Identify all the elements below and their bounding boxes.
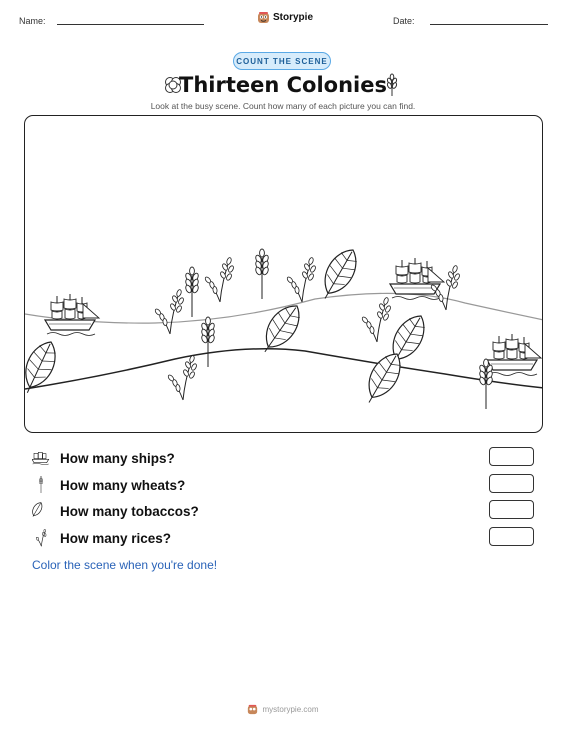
tobacco-leaf-icon[interactable] bbox=[25, 337, 63, 399]
rice-icon[interactable] bbox=[167, 355, 197, 400]
rice-icon[interactable] bbox=[430, 265, 460, 310]
date-field-line[interactable] bbox=[430, 24, 548, 25]
rice-icon[interactable] bbox=[204, 257, 234, 302]
wheat-icon[interactable] bbox=[201, 317, 216, 367]
name-field-line[interactable] bbox=[57, 24, 204, 25]
question-text: How many tobaccos? bbox=[60, 503, 199, 519]
ship-icon bbox=[32, 449, 50, 467]
brand-name: Storypie bbox=[273, 12, 314, 23]
question-text: How many ships? bbox=[60, 450, 175, 466]
question-rices bbox=[32, 529, 171, 547]
date-label: Date: bbox=[393, 16, 415, 26]
scene-drawing bbox=[25, 116, 543, 433]
footer-url: mystorypie.com bbox=[262, 705, 319, 714]
question-tobaccos bbox=[32, 502, 199, 520]
instructions: Look at the busy scene. Count how many of each picture you can find. bbox=[150, 101, 416, 111]
page-title: Thirteen Colonies bbox=[179, 73, 387, 97]
count-scene-badge: COUNT THE SCENE bbox=[233, 52, 331, 70]
wheat-icon[interactable] bbox=[185, 267, 200, 317]
footer bbox=[0, 704, 566, 715]
color-instruction: Color the scene when you're done! bbox=[32, 558, 218, 572]
rice-icon bbox=[32, 529, 50, 547]
answer-box-tobaccos[interactable] bbox=[489, 500, 534, 519]
wheat-icon[interactable] bbox=[255, 249, 270, 299]
brand-logo bbox=[257, 11, 313, 24]
count-scene[interactable] bbox=[24, 115, 543, 433]
question-text: How many rices? bbox=[60, 530, 172, 546]
question-text: How many wheats? bbox=[60, 477, 186, 493]
storypie-logo-icon bbox=[247, 704, 258, 715]
answer-box-wheats[interactable] bbox=[489, 474, 534, 493]
answer-box-rices[interactable] bbox=[489, 527, 534, 546]
rice-icon[interactable] bbox=[286, 257, 316, 302]
rice-icon[interactable] bbox=[154, 289, 184, 334]
name-label: Name: bbox=[19, 16, 46, 26]
tobacco-leaf-icon bbox=[32, 502, 50, 520]
question-ships bbox=[32, 449, 175, 467]
answer-box-ships[interactable] bbox=[489, 447, 534, 466]
question-wheats bbox=[32, 476, 185, 494]
wheat-icon[interactable] bbox=[479, 359, 494, 409]
wheat-icon bbox=[384, 73, 400, 97]
ship-icon[interactable] bbox=[487, 334, 541, 376]
ship-icon[interactable] bbox=[45, 294, 99, 336]
rice-icon[interactable] bbox=[361, 297, 391, 342]
storypie-logo-icon bbox=[257, 11, 270, 24]
wheat-icon bbox=[32, 476, 50, 494]
